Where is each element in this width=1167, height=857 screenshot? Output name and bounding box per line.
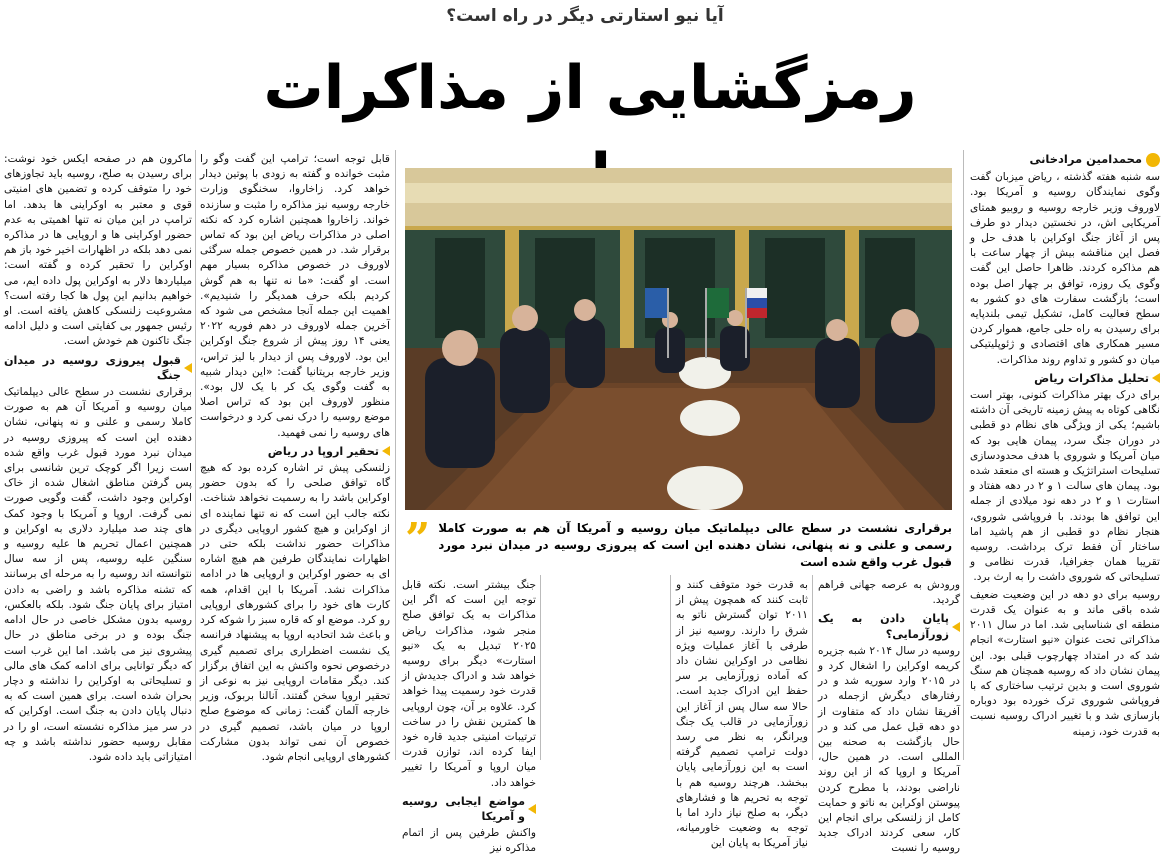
paragraph: به قدرت خود متوقف کنند و ثابت کنند که همچون پیش از ۲۰۱۱ توان گسترش ناتو به شرق را دارند. روسیه نیز از طرفی با آغاز عملیات ویژه نظامی در اوکراین نشان داد که آماده زورآزمایی بر سر حفظ این ادراک جدید است. حالا سه سال پس از آغاز این زورآزمایی در قالب یک جنگ ویرانگر، به نظر می رسد دولت ترامپ تصمیم گرفته است به این زورآزمایی پایان ببخشد. هرچند روسیه هم با توجه به تحریم ها و فشارهای دیگر، به صلح نیاز دارد اما با توجه به وضعیت خاورمیانه، نیاز آمریکا به پایان این	[676, 579, 808, 850]
headline: رمزگشایی از مذاکرات	[263, 53, 917, 123]
column-divider	[670, 575, 671, 760]
paragraph: قابل توجه است؛ ترامپ این گفت وگو را مثبت خوانده و گفته به زودی با پوتین دیدار خواهد کرد. زاخاروا، سخنگوی وزارت خارجه روسیه نیز مذاکره را مثبت و سازنده خواند. زاخاروا همچنین اشاره کرد که نکته اصلی در مذاکرات ریاض این بود که تماس برقرار شد. در همین خصوص جمله سرگئی لاوروف در خصوص مذاکره بسیار مهم است. او گفت: «ما نه تنها به هم گوش کردیم بلکه حرف همدیگر را شنیدیم». اهمیت این جمله آنجا مشخص می شود که آخرین جمله لاوروف در دهم فوریه ۲۰۲۲ یعنی ۱۴ روز پیش از شروع جنگ اوکراین این بود. لاوروف پس از دیدار با لیز تراس، وزیر خارجه بریتانیا گفت: «این دیدار شبیه به گفت وگوی یک کر با یک لال بود». منظور لاوروف این بود که تراس اصلا موضع روسیه را درک نمی کرد و درخواست های روسیه را نمی فهمید.	[200, 153, 390, 439]
article-column-right	[970, 152, 1160, 764]
article-column-mid-right	[818, 578, 961, 855]
news-photo	[405, 168, 952, 510]
paragraph: برقراری نشست در سطح عالی دیپلماتیک میان روسیه و آمریکا آن هم به صورت کاملا رسمی و علنی و نه پنهانی، نشان دهنده این است که پیروزی روسیه در میدان نبرد مورد قبول غرب واقع شده است زیرا اگر کوچک ترین شانسی برای پس گرفتن مناطق اشغال شده از خاک اوکراین وجود داشت، گفت وگویی صورت نمی گرفت. اروپا و آمریکا با وجود کمک های چند صد میلیارد دلاری به اوکراین و همچنین اعمال تحریم ها علیه روسیه و سنگین علیه روسیه، پس از سه سال نتوانسته اند روسیه را به مرحله ای برسانند که تشنه مذاکره باشد و راضی به دادن امتیاز برای پایان جنگ شود. بلکه بالعکس، روسیه بدون مشکل خاصی در حال ادامه جنگ بوده و در برخی مناطق در حال پیشروی نیز می باشد. اما این غرب است که دیگر توانایی برای ادامه کمک های مالی و تسلیحاتی به اوکراین را نداشته و دچار بحران شده است. برای همین است که به دنبال پایان دادن به جنگ است. اوکراین که در سر میز مذاکره نشسته است، او را در مقابل روسیه حضور نداشته باشد و چه امتیازاتی باید داده شود.	[4, 386, 192, 763]
paragraph: سه شنبه هفته گذشته ، ریاض میزبان گفت وگوی نمایندگان روسیه و آمریکا بود. لاوروف وزیر خارجه روسیه و روبیو همتای آمریکایی اش، در نخستین دیدار دو طرف پس از آغاز جنگ اوکراین با هدف حل و فصل این مناقشه بیش از چهار ساعت با هم مذاکره کردند. ظاهرا حاصل این گفت وگوی یک روزه، توافق بر چهار اصل بوده است؛ بازگشت سفارت های دو کشور به سطح فعالیت کامل، تشکیل تیمی بلندپایه برای رسیدن به راه حلی جامع، هموار کردن مسیر همکاری های اقتصادی و ژئوپلیتیکی میان دو کشور و تداوم روند مذاکرات.	[970, 171, 1160, 366]
paragraph: روسیه برای دو دهه در این وضعیت ضعیف شده باقی ماند و به عنوان یک قدرت منطقه ای شناسایی شد. اما در سال ۲۰۱۱ مذاکراتی تحت عنوان «نیو استارت» انجام شد که در امتداد چهارچوب قبلی بود. این پیمان نشان داد که روسیه همچنان هم سنگ شوروی است و بدین ترتیب ساختاری که با فروپاشی شوروی ترک خورده بود دوباره بازسازی شد و با تغییر ادراک روسیه نسبت به قدرت خود، زمینه	[970, 588, 1160, 738]
photo-caption	[405, 514, 952, 571]
column-divider	[395, 150, 396, 760]
subheading-marker-icon	[1152, 373, 1160, 383]
subheading-marker-icon	[952, 622, 960, 632]
subheading: مواضع ایجابی روسیه و آمریکا	[402, 794, 536, 824]
paragraph: ورودش به عرصه جهانی فراهم گردید.	[818, 579, 960, 607]
article-column-mid-center	[676, 578, 808, 850]
column-divider	[195, 150, 196, 760]
paragraph: واکنش طرفین پس از اتمام مذاکره نیز	[402, 827, 536, 855]
author-name: محمدامین مرادخانی	[1029, 152, 1142, 166]
subheading: تحقیر اروپا در ریاض	[200, 444, 390, 459]
subheading-marker-icon	[382, 446, 390, 456]
column-divider	[812, 575, 813, 760]
column-divider	[540, 575, 541, 760]
kicker: آیا نیو استارتی دیگر در راه است؟	[446, 6, 724, 26]
paragraph: ماکرون هم در صفحه ایکس خود نوشت: برای رسیدن به صلح، روسیه باید تجاوزهای خود را متوقف کرده و تضمین های امنیتی قوی و معتبر به اوکراینی ها بدهد. اما ترامپ در این میان نه تنها اهمیتی به عدم حضور اوکراینی ها و اروپایی ها در مذاکره نمی دهد بلکه در اظهارات اخیر خود باز هم اوکراین را تحقیر کرده و گفته است: میلیاردها دلار به اوکراین پول داده ایم، می خواهیم بدانیم این پول ها کجا رفته است؟ مشروعیت زلنسکی کاهش یافته است. او رئیس جمهور بی کفایتی است و دلیل ادامه جنگ تاکنون هم خودش است.	[4, 153, 192, 348]
article-column-left	[4, 152, 192, 764]
subheading-marker-icon	[184, 363, 192, 373]
article-column-mid-extra	[546, 578, 666, 764]
paragraph: برای درک بهتر مذاکرات کنونی، بهتر است نگاهی کوتاه به پیش زمینه تاریخی آن داشته باشیم؛ یکی از ویژگی های نظام دو قطبی در دوران جنگ سرد، پیمان هایی بود که میان آمریکا و شوروی با هدف محدودسازی تسلیحات استراتژیک و هسته ای منعقد شده بود. پیمان های سالت ۱ و ۲ در دهه هفتاد و استارت ۱ و ۲ در دهه نود میلادی از جمله این توافق ها بودند. با فروپاشی شوروی، هنجار نظام دو قطبی از هم پاشید اما ساختار آن فقط ترک برداشت. روسیه تقریبا همان جغرافیا، قدرت نظامی و تسلیحاتی که شوروی داشت را به ارث برد.	[970, 389, 1160, 584]
quote-icon: ”	[405, 514, 431, 565]
subheading-marker-icon	[528, 804, 536, 814]
caption-text: برقراری نشست در سطح عالی دیپلماتیک میان روسیه و آمریکا آن هم به صورت کاملا رسمی و علنی و نه پنهانی، نشان دهنده این است که پیروزی روسیه در میدان نبرد مورد قبول غرب واقع شده است	[438, 521, 952, 569]
meeting-photo-illustration	[405, 168, 952, 510]
subheading: قبول پیروزی روسیه در میدان جنگ	[4, 353, 192, 383]
paragraph: جنگ بیشتر است. نکته قابل توجه این است که اگر این مذاکرات به یک توافق صلح منجر شود، مذاکرات ریاض ۲۰۲۵ تبدیل به یک «نیو استارت» دیگر برای روسیه خواهد شد و ادراک جدیدش از قدرت خود رسمیت پیدا خواهد کرد. علاوه بر آن، چون اروپایی ها کمترین نقش را در ساخت ترتیبات امنیتی جدید قاره خود ایفا کرده اند، توازن قدرت میان اروپا و آمریکا را تغییر خواهد داد.	[402, 579, 536, 789]
article-column-mid-left	[402, 578, 536, 855]
paragraph: زلنسکی پیش تر اشاره کرده بود که هیچ گاه توافق صلحی را که بدون حضور اوکراین باشد را به رسمیت نخواهد شناخت. نکته جالب این است که نه تنها نماینده ای از اوکراین و هیچ کشور اروپایی دیگری در مذاکرات حضور نداشت بلکه حتی در اظهارات نمایندگان طرفین هم هیچ اشاره ای به حضور اوکراین و اروپایی ها در ادامه مذاکرات نشد. آمریکا با این اقدام، همه کارت های خود را برای کشورهای اروپایی رو کرد. موضع او که قاره سبز را شوکه کرد و باعث شد اتحادیه اروپا به پیشنهاد فرانسه یک نشست اضطراری برای تصمیم گیری درخصوص نحوه واکنش به این اتفاق برگزار کند. دیگر مقامات اروپایی نیز به نوعی از تحقیر اروپا سخن گفتند. آنالنا بربوک، وزیر خارجه آلمان گفت: زمانی که موضوع صلح اروپا در میان باشد، تصمیم گیری در خصوص آن نمی تواند بدون مشارکت کشورهای اروپایی انجام شود.	[200, 462, 390, 763]
column-divider	[963, 150, 964, 760]
subheading: تحلیل مذاکرات ریاض	[970, 371, 1160, 386]
subheading: پایان دادن به یک زورآزمایی؟	[818, 611, 960, 641]
paragraph: روسیه در سال ۲۰۱۴ شبه جزیره کریمه اوکراین را اشغال کرد و در ۲۰۱۵ وارد سوریه شد و در رفتارهای دیگرش ازجمله در آفریقا نشان داد که متفاوت از دو دهه قبل عمل می کند و در حال بازگشت به صحنه بین المللی است. در همین حال، آمریکا و اروپا که از این روند ناراضی بودند، با مطرح کردن پیوستن اوکراین به ناتو و حمایت کامل از زلنسکی برای انجام این کار، سعی کردند ادراک جدید روسیه را نسبت	[818, 644, 961, 855]
publication-logo-icon	[1146, 153, 1160, 167]
author-byline	[970, 152, 1160, 167]
article-column-left-center	[200, 152, 390, 764]
